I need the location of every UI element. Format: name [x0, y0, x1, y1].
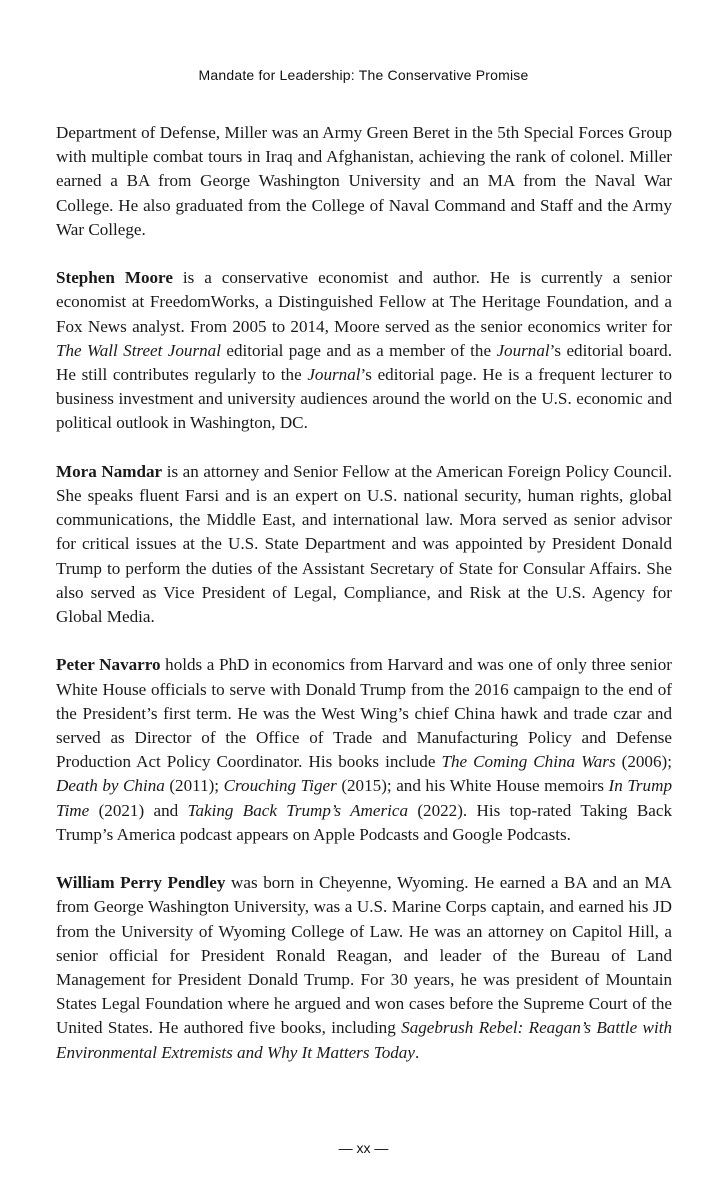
- italic-title-text: In Trump Time: [56, 776, 672, 820]
- bio-text: (2006);: [615, 752, 672, 772]
- bio-text: Department of Defense, Miller was an Army Green Beret in the 5th Special Forces Group with multiple combat tours in Iraq and Afghanistan, achieving the rank of colonel. Miller earned a BA from George Washington University and an MA from the Naval War College. He also graduated from the College of Naval Command and Staff and the Army War College.: [56, 123, 672, 239]
- italic-title-text: Taking Back Trump’s America: [187, 800, 408, 820]
- italic-title-text: Journal: [307, 365, 361, 385]
- bio-text: is a conservative economist and author. He is currently a senior economist at FreedomWorks, a Distinguished Fellow at The Heritage Foundation, and a Fox News analyst. From 2005 to 2014, Moore served as the senior economics writer for: [56, 268, 672, 336]
- bio-paragraph: [56, 266, 672, 435]
- bio-text: is an attorney and Senior Fellow at the American Foreign Policy Council. She speaks fluent Farsi and is an expert on U.S. national security, human rights, global communications, the Middle East, and international law. Mora served as senior advisor for critical issues at the U.S. State Department and was appointed by President Donald Trump to perform the duties of the Assistant Secretary of State for Consular Affairs. She also served as Vice President of Legal, Compliance, and Risk at the U.S. Agency for Global Media.: [56, 461, 672, 627]
- bio-text: (2021) and: [89, 800, 188, 820]
- bio-text: was born in Cheyenne, Wyoming. He earned a BA and an MA from George Washington University, was a U.S. Marine Corps captain, and earned his JD from the University of Wyoming College of Law. He was an attorney on Capitol Hill, a senior official for President Ronald Reagan, and leader of the Bureau of Land Management for President Donald Trump. For 30 years, he was president of Mountain States Legal Foundation where he argued and won cases before the Supreme Court of the United States. He authored five books, including: [56, 873, 672, 1038]
- italic-title-text: Crouching Tiger: [223, 776, 337, 796]
- bio-text: ’s editorial page. He is a frequent lecturer to business investment and university audiences around the world on the U.S. economic and political outlook in Washington, DC.: [56, 365, 672, 433]
- italic-title-text: Sagebrush Rebel: Reagan’s Battle with Environmental Extremists and Why It Matters Today: [56, 1018, 672, 1062]
- contributor-name: Peter Navarro: [56, 655, 161, 675]
- bio-text: (2015); and his White House memoirs: [336, 776, 609, 796]
- bio-text: (2022). His top-rated Taking Back Trump’s America podcast appears on Apple Podcasts and Google Podcasts.: [56, 800, 672, 844]
- bio-paragraph: [56, 460, 672, 629]
- running-header: Mandate for Leadership: The Conservative Promise: [198, 67, 529, 83]
- italic-title-text: Journal: [496, 340, 550, 360]
- contributor-name: Mora Namdar: [56, 461, 163, 481]
- bio-text: (2011);: [164, 776, 224, 796]
- bio-text: holds a PhD in economics from Harvard and was one of only three senior White House officials to serve with Donald Trump from the 2016 campaign to the end of the President’s first term. He was the West Wing’s chief China hawk and trade czar and served as Director of the Office of Trade and Manufacturing Policy and Defense Production Act Policy Coordinator. His books include: [56, 655, 672, 772]
- bio-text: editorial page and as a member of the: [220, 340, 497, 360]
- contributor-name: William Perry Pendley: [56, 873, 226, 893]
- bio-text: ’s editorial board. He still contributes regularly to the: [56, 340, 672, 385]
- bio-text: .: [414, 1042, 420, 1062]
- italic-title-text: Death by China: [56, 776, 165, 796]
- contributor-bios: [56, 121, 672, 1065]
- bio-paragraph: [56, 653, 672, 847]
- contributor-name: Stephen Moore: [56, 268, 173, 288]
- bio-paragraph: [56, 871, 672, 1065]
- italic-title-text: The Wall Street Journal: [56, 340, 221, 360]
- page-number: — xx —: [338, 1140, 389, 1156]
- bio-paragraph: [56, 121, 672, 242]
- italic-title-text: The Coming China Wars: [441, 752, 616, 772]
